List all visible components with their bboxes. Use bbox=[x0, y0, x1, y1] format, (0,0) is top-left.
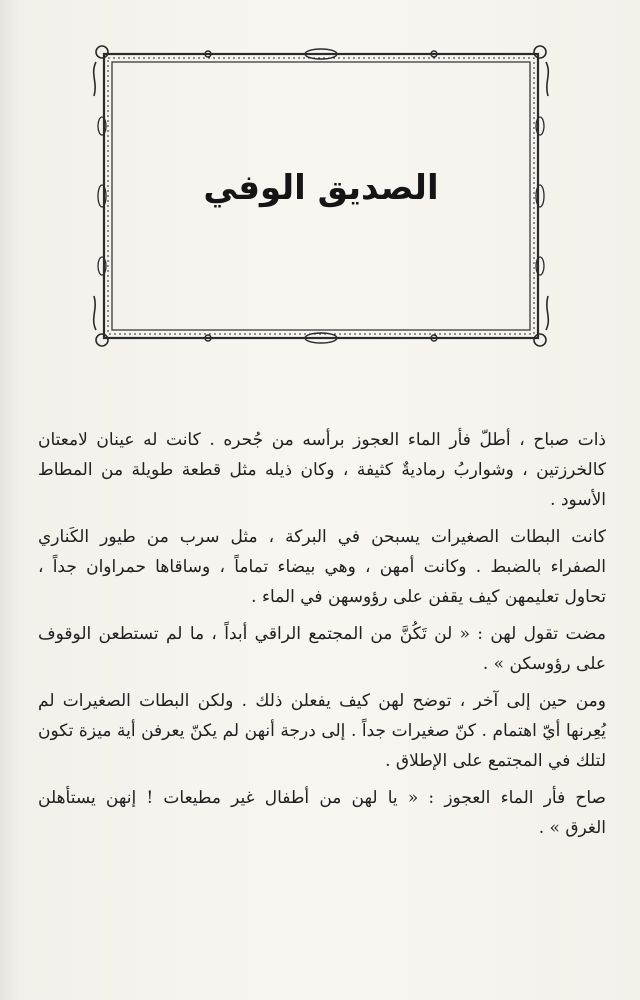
text-line: الغرق » . bbox=[538, 818, 606, 838]
paragraph-2 bbox=[38, 522, 606, 612]
text-line: الصفراء بالضبط . وكانت أمهن ، وهي بيضاء تماماً ، وساقاها حمراوان جداً ، bbox=[38, 557, 606, 577]
text-line: لتلك في المجتمع على الإطلاق . bbox=[385, 751, 606, 771]
text-line: الأسود . bbox=[550, 490, 606, 510]
text-line: على رؤوسكن » . bbox=[482, 654, 606, 674]
text-line: تحاول تعليمهن كيف يقفن على رؤوسهن في الماء . bbox=[251, 587, 606, 607]
text-line: يُعِرنها أيّ اهتمام . كنّ صغيرات جداً . إلى درجة أنهن لم يكنّ يعرفن أية ميزة تكون bbox=[38, 721, 606, 741]
text-line: صاح فأر الماء العجوز : « يا لهن من أطفال غير مطيعات ! إنهن يستأهلن bbox=[38, 788, 606, 808]
paragraph-5 bbox=[38, 783, 606, 843]
paragraph-1 bbox=[38, 425, 606, 515]
text-line: كانت البطات الصغيرات يسبحن في البركة ، مثل سرب من طيور الكَناري bbox=[38, 527, 606, 547]
title-frame bbox=[88, 40, 554, 352]
page-title: الصديق الوفي bbox=[203, 168, 439, 208]
paragraph-4 bbox=[38, 686, 606, 776]
text-line: ومن حين إلى آخر ، توضح لهن كيف يفعلن ذلك . ولكن البطات الصغيرات لم bbox=[38, 691, 606, 711]
text-line: مضت تقول لهن : « لن تَكُنَّ من المجتمع الراقي أبداً ، ما لم تستطعن الوقوف bbox=[38, 624, 606, 644]
paragraph-3 bbox=[38, 619, 606, 679]
text-line: كالخرزتين ، وشواربُ رماديةٌ كثيفة ، وكان ذيله مثل قطعة طويلة من المطاط bbox=[38, 460, 606, 480]
text-line: ذات صباح ، أطلّ فأر الماء العجوز برأسه من جُحره . كانت له عينان لامعتان bbox=[38, 430, 606, 450]
page-shadow-edge bbox=[0, 0, 20, 1000]
story-text bbox=[38, 425, 606, 850]
